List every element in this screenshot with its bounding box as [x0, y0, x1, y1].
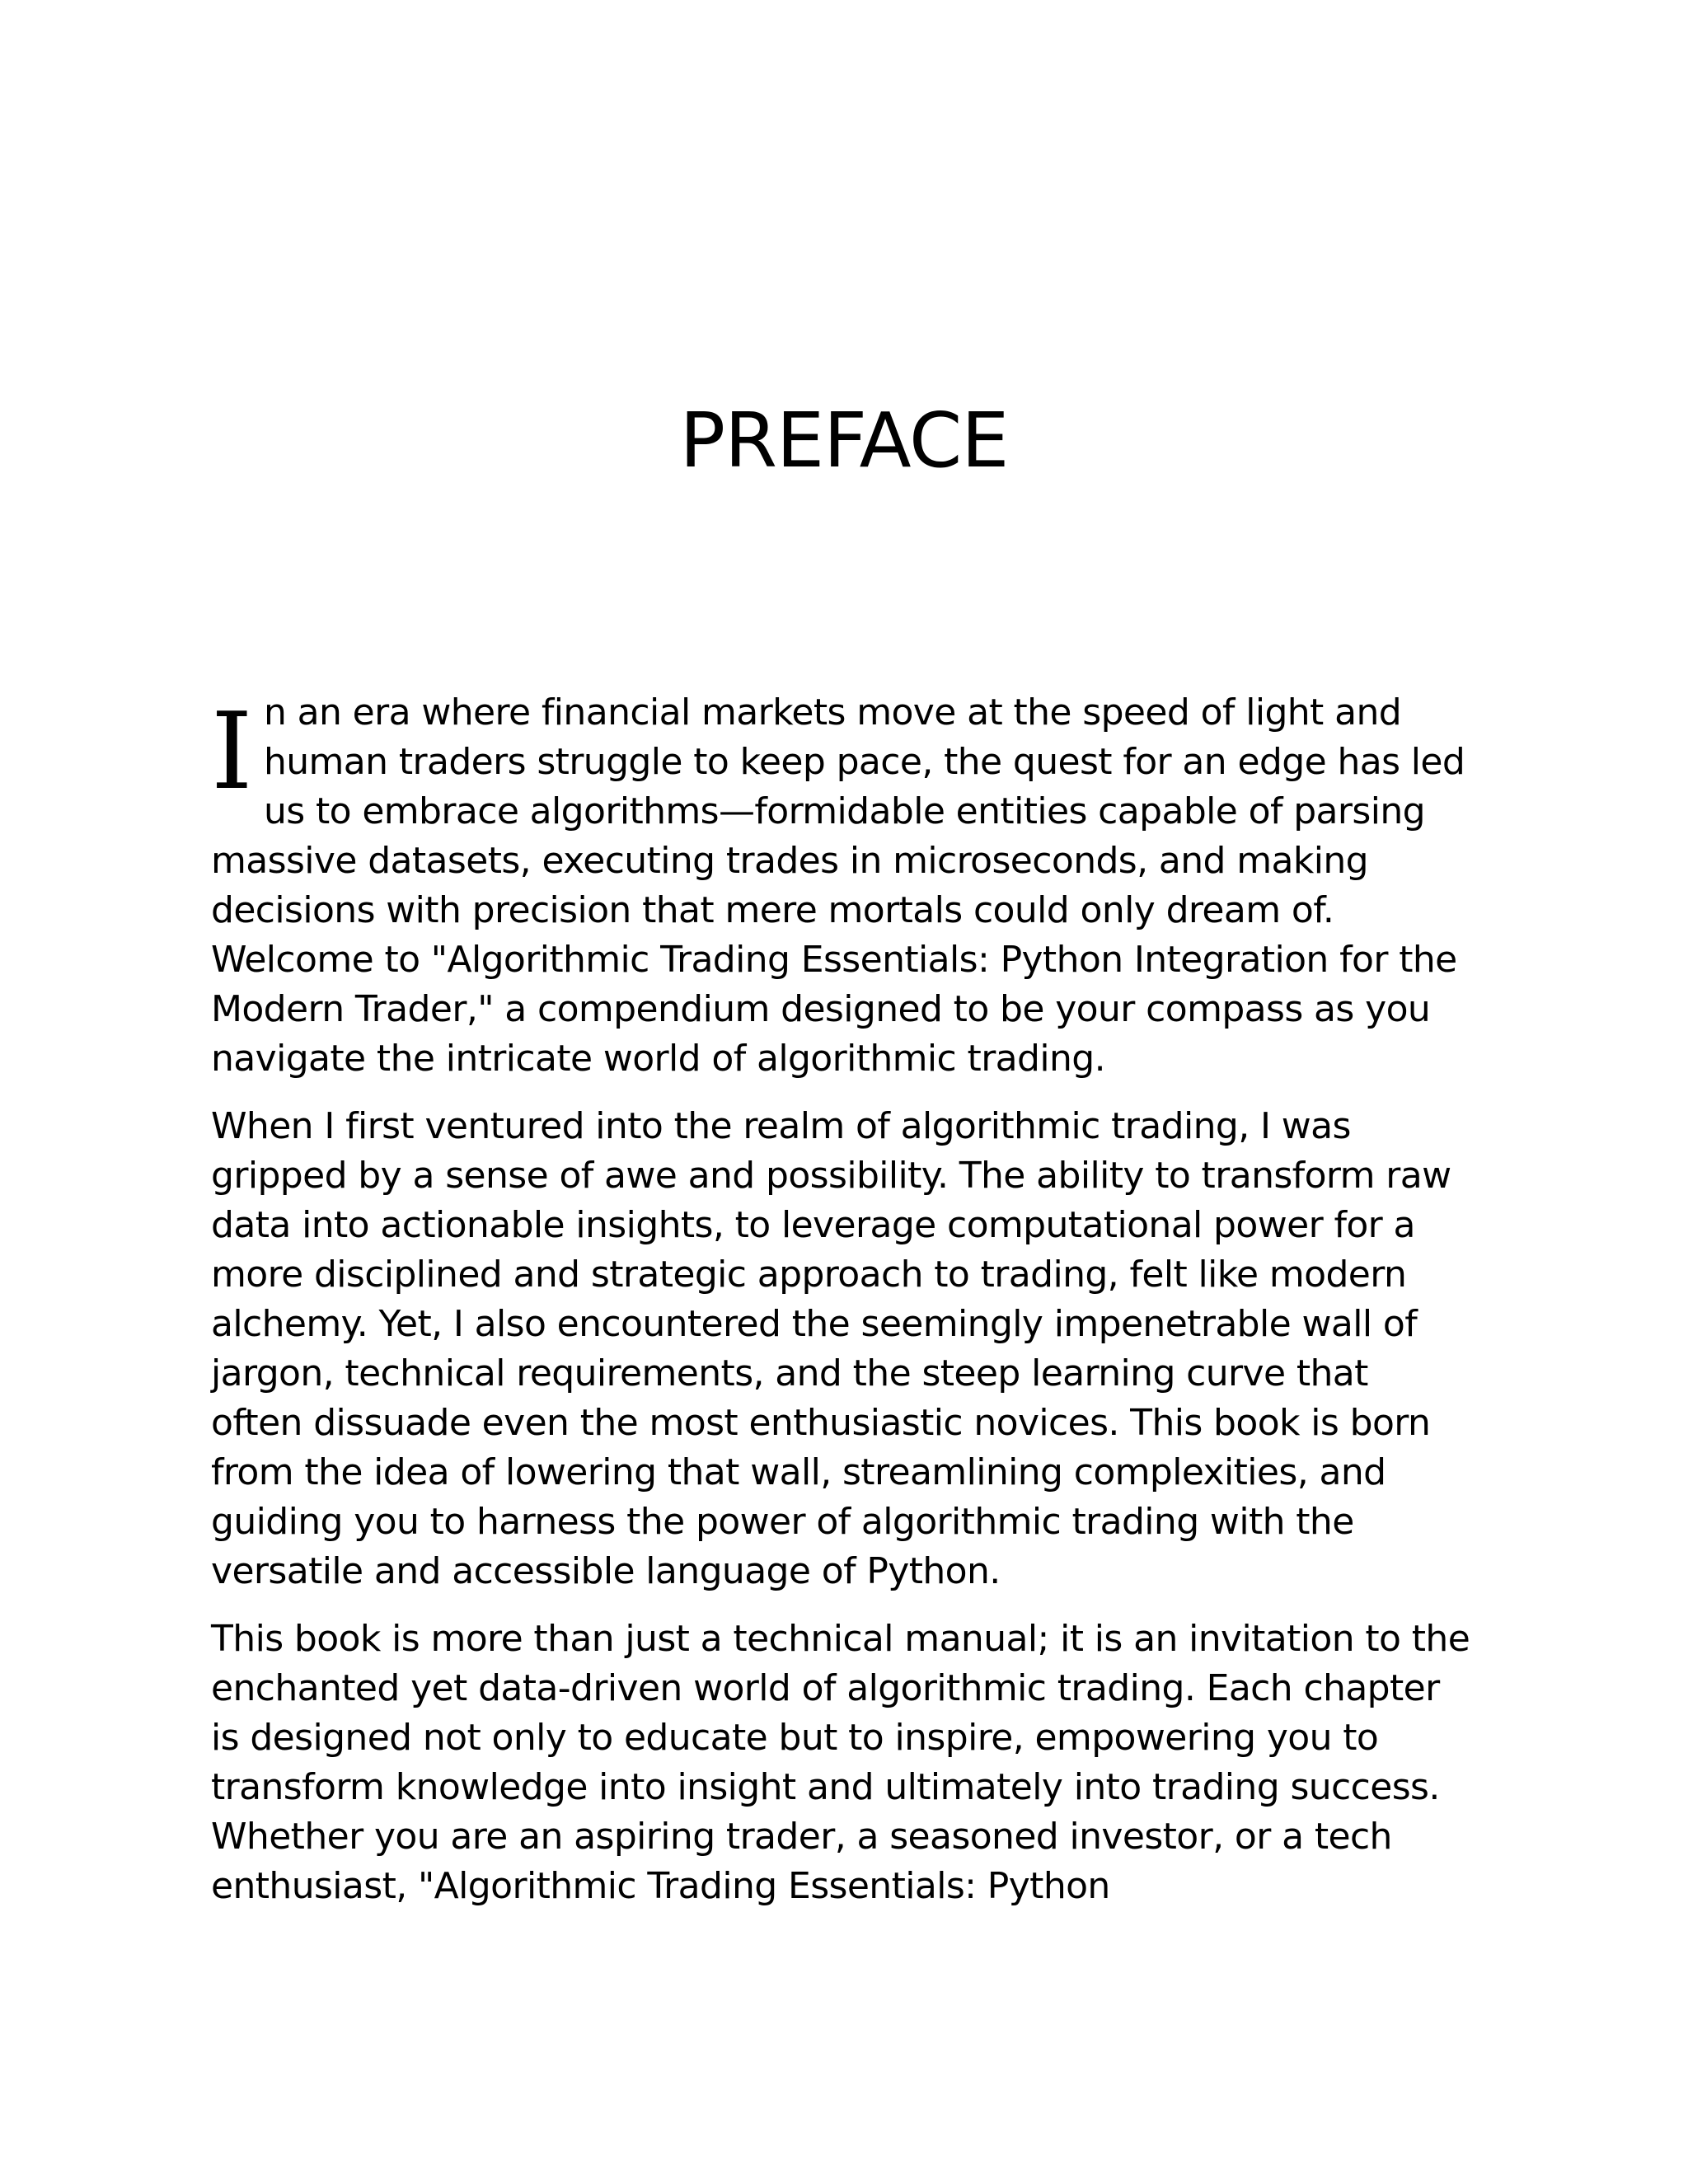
page-title: PREFACE: [679, 396, 1009, 485]
paragraph-2: When I first ventured into the realm of algorithmic trading, I was gripped by a sense of awe and possibility. The ability to transform raw data into actionable insights, to leverage computational power for a more disciplined and strategic approach to trading, felt like modern alchemy. Yet, I also encountered the seemingly impenetrable wall of jargon, technical requirements, and the steep learning curve that often dissuade even the most enthusiastic novices. This book is born from the idea of lowering that wall, streamlining complexities, and guiding you to harness the power of algorithmic trading with the versatile and accessible language of Python.: [211, 1105, 1451, 1592]
paragraph-1-text: n an era where financial markets move at the speed of light and human traders struggle to keep pace, the quest for an edge has led us to embrace algorithms—formidable entities capable of parsing massive datasets, executing trades in microseconds, and making decisions with precision that mere mortals could only dream of. Welcome to "Algorithmic Trading Essentials: Python Integration for the Modern Trader," a compendium designed to be your compass as you navigate the intricate world of algorithmic trading.: [211, 691, 1465, 1080]
paragraph-1: [211, 688, 1470, 1084]
paragraph-3: This book is more than just a technical manual; it is an invitation to the enchanted yet data-driven world of algorithmic trading. Each chapter is designed not only to educate but to inspire, empowering you to transform knowledge into insight and ultimately into trading success. Whether you are an aspiring trader, a seasoned investor, or a tech enthusiast, "Algorithmic Trading Essentials: Python: [211, 1618, 1470, 1907]
preface-body: [211, 688, 1470, 1929]
drop-cap-letter: I: [211, 691, 252, 813]
